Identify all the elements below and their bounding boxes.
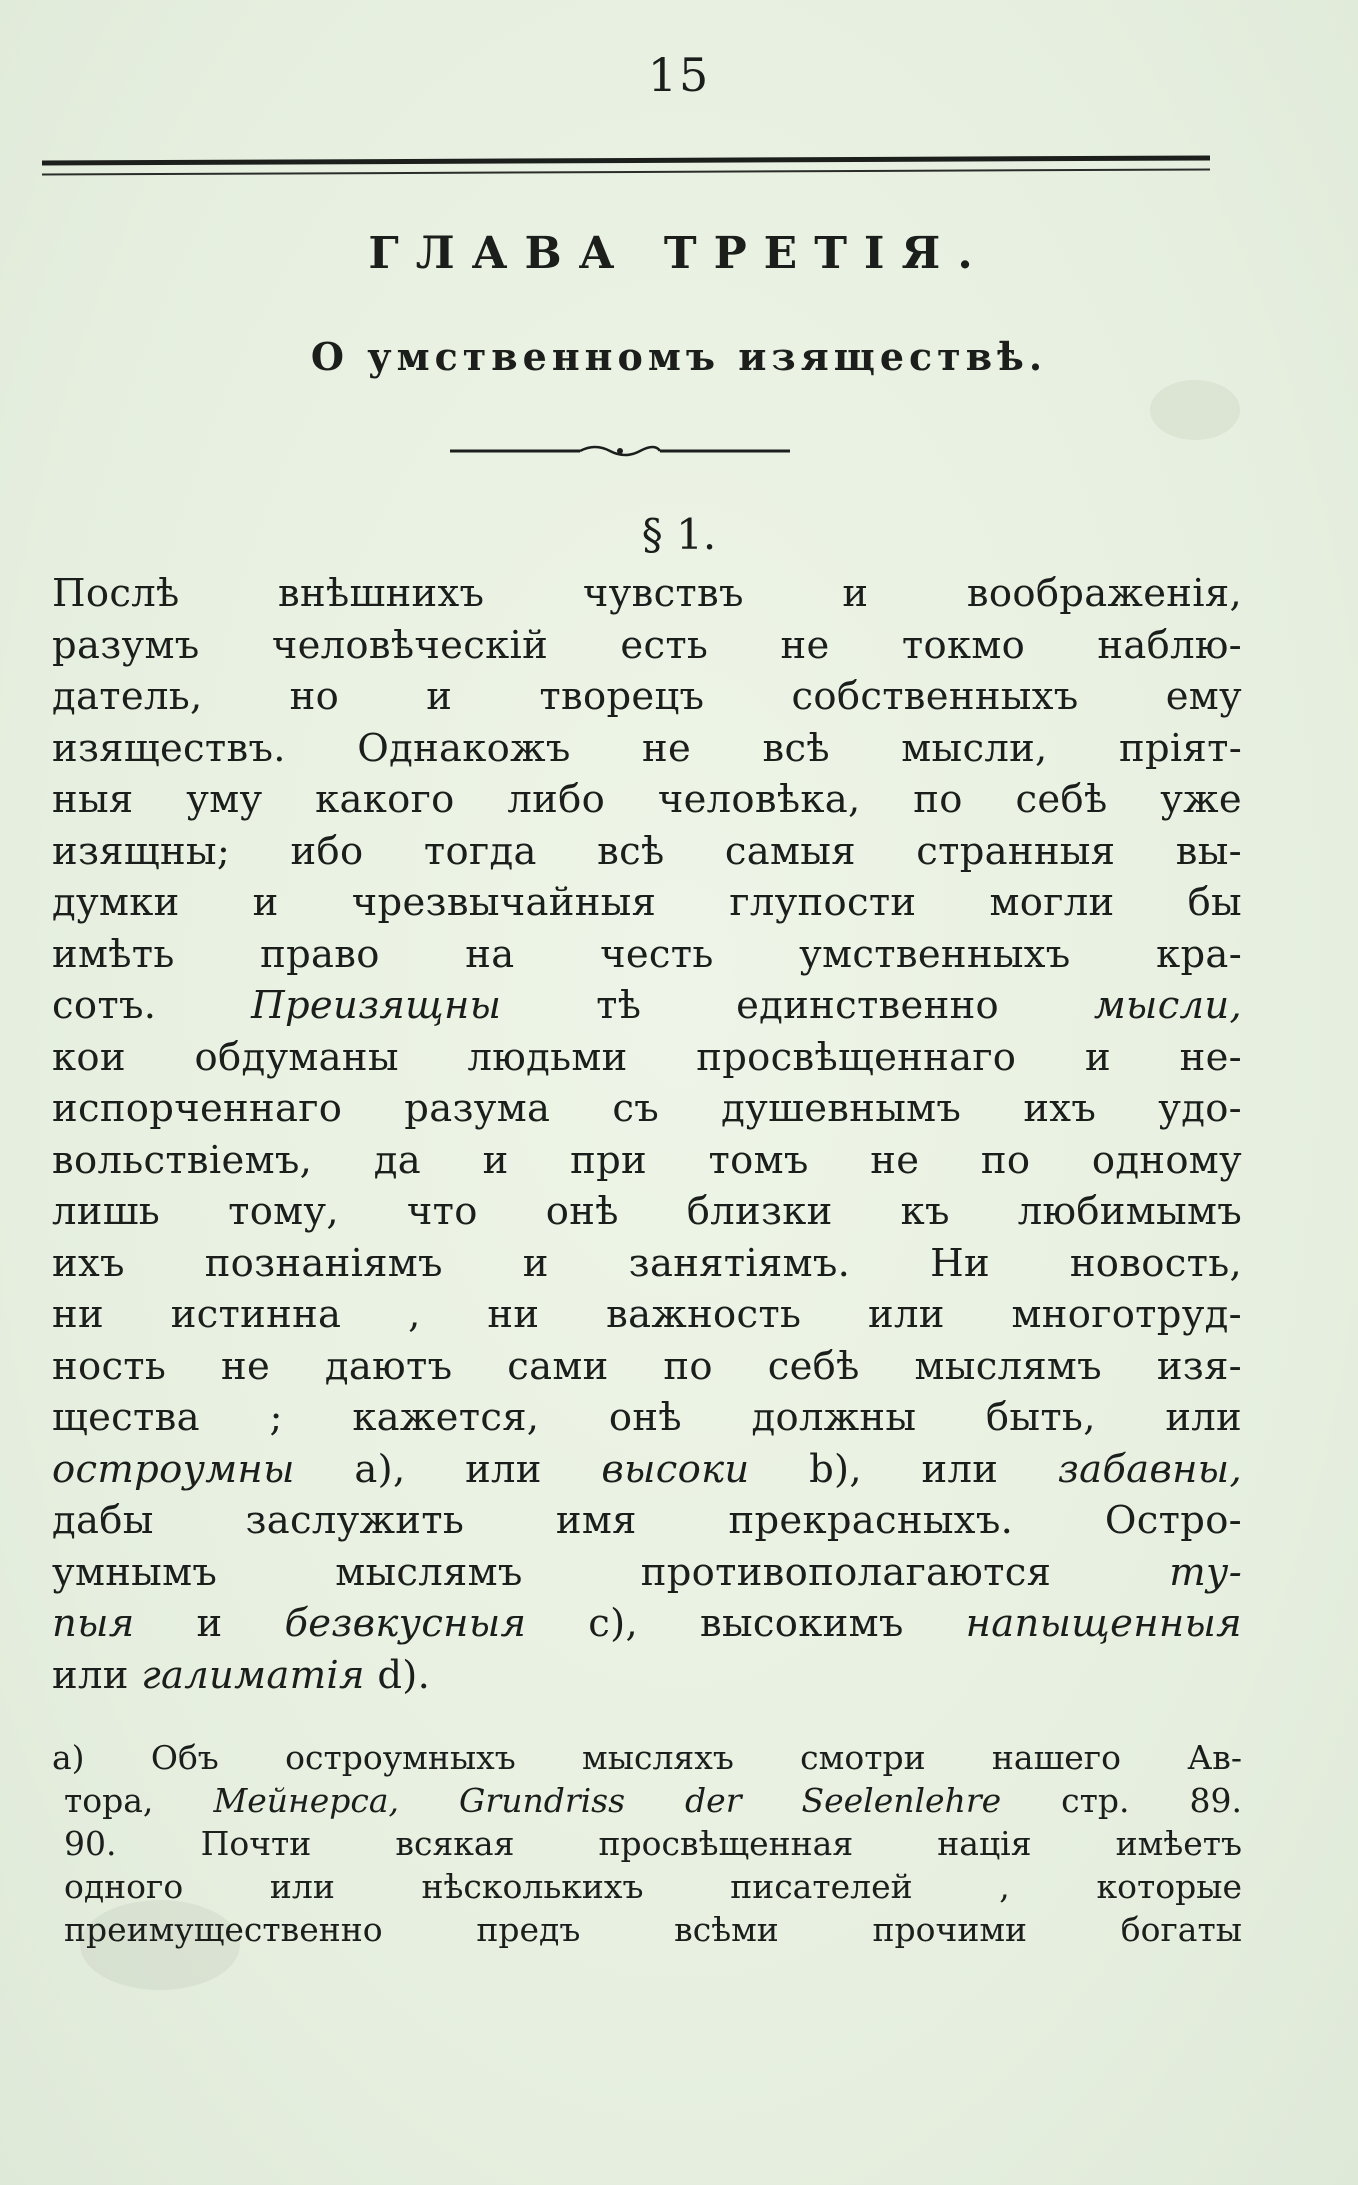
text-run: изящны; ибо тогда всѣ самыя странныя вы- <box>52 828 1242 874</box>
text-line <box>52 1865 1242 1908</box>
text-run: сотъ. <box>52 983 252 1028</box>
text-line <box>52 1547 1242 1599</box>
text-line <box>52 1032 1242 1084</box>
text-line <box>52 929 1242 981</box>
text-line <box>52 980 1242 1032</box>
text-line <box>52 1598 1242 1650</box>
section-number: § 1. <box>641 510 717 559</box>
text-line <box>52 774 1242 826</box>
italic-text: остроумны <box>52 1446 295 1492</box>
text-run: стр. 89. <box>1001 1781 1242 1820</box>
text-run: имѣть право на честь умственныхъ кра- <box>52 931 1242 977</box>
text-run: c), высокимъ <box>526 1601 966 1646</box>
italic-text: высоки <box>601 1446 750 1492</box>
text-line <box>52 568 1242 620</box>
page-number: 15 <box>647 48 711 102</box>
text-line <box>52 620 1242 672</box>
text-line <box>52 1444 1242 1496</box>
text-line <box>52 1238 1242 1290</box>
text-run: ность не даютъ сами по себѣ мыслямъ изя- <box>52 1343 1242 1389</box>
text-run: испорченнаго разума съ душевнымъ ихъ удо- <box>52 1086 1242 1131</box>
text-run: ныя уму какого либо человѣка, по себѣ уже <box>52 777 1242 822</box>
text-run: кои обдуманы людьми просвѣщеннаго и не- <box>52 1034 1242 1080</box>
text-run: Послѣ внѣшнихъ чувствъ и воображенія, <box>52 571 1242 616</box>
text-line <box>52 1135 1242 1187</box>
header-rule-thick <box>42 155 1210 165</box>
text-line <box>52 1495 1242 1547</box>
italic-text: пыя <box>52 1601 135 1646</box>
text-line <box>52 1822 1242 1865</box>
text-line <box>52 1736 1242 1779</box>
text-run: вольствіемъ, да и при томъ не по одному <box>52 1137 1242 1183</box>
text-line <box>52 1650 1242 1702</box>
italic-text: ту- <box>1169 1549 1242 1595</box>
text-line <box>52 1186 1242 1238</box>
text-line <box>52 1779 1242 1822</box>
text-run: умнымъ мыслямъ противополагаются <box>52 1549 1170 1595</box>
text-line <box>52 877 1242 929</box>
paper-stain <box>1150 380 1240 440</box>
text-run: a), или <box>294 1446 602 1492</box>
text-run: d). <box>364 1652 431 1698</box>
text-run: тора, <box>64 1781 214 1820</box>
italic-text: мысли, <box>1093 983 1242 1028</box>
chapter-subtitle: О умственномъ изяществѣ. <box>310 334 1048 379</box>
text-run: одного или нѣсколькихъ писателей , которые <box>64 1867 1242 1906</box>
text-line <box>52 1289 1242 1341</box>
text-line <box>52 1908 1242 1951</box>
ornament-divider <box>450 440 790 462</box>
text-run: ихъ познаніямъ и занятіямъ. Ни новость, <box>52 1240 1242 1286</box>
text-run: тѣ единственно <box>501 983 1094 1028</box>
text-run: или <box>52 1652 142 1698</box>
text-run: датель, но и творецъ собственныхъ ему <box>52 674 1242 719</box>
italic-text: безвкусныя <box>284 1601 527 1646</box>
italic-text: Преизящны <box>251 983 502 1028</box>
text-line <box>52 1083 1242 1135</box>
text-run: преимущественно предъ всѣми прочими богаты <box>64 1910 1242 1949</box>
chapter-title: ГЛАВА ТРЕТІЯ. <box>368 228 990 279</box>
italic-text: забавны, <box>1057 1446 1242 1492</box>
text-line <box>52 826 1242 878</box>
text-line <box>52 1341 1242 1393</box>
text-run: думки и чрезвычайныя глупости могли бы <box>52 880 1242 925</box>
text-run: разумъ человѣческій есть не токмо наблю- <box>52 622 1242 668</box>
text-run: лишь тому, что онѣ близки къ любимымъ <box>52 1189 1242 1234</box>
text-line <box>52 671 1242 723</box>
text-run: изяществъ. Однакожъ не всѣ мысли, пріят- <box>52 725 1242 771</box>
text-line <box>52 723 1242 775</box>
italic-text: Мейнерса, Grundriss der Seelenlehre <box>213 1781 1002 1820</box>
text-run: щества ; кажется, онѣ должны быть, или <box>52 1395 1242 1440</box>
text-run: b), или <box>749 1446 1058 1492</box>
italic-text: напыщенныя <box>965 1601 1242 1646</box>
header-rule-thin <box>42 168 1210 175</box>
text-line <box>52 1392 1242 1444</box>
text-run: ни истинна , ни важность или многотруд- <box>52 1292 1242 1337</box>
text-run: и <box>134 1601 285 1646</box>
text-run: 90. Почти всякая просвѣщенная нація имѣетъ <box>64 1824 1242 1863</box>
text-run: a) Объ остроумныхъ мысляхъ смотри нашего Ав- <box>52 1738 1242 1777</box>
footnotes <box>52 1736 1242 1951</box>
text-run: дабы заслужить имя прекрасныхъ. Остро- <box>52 1498 1242 1543</box>
italic-text: галиматія <box>141 1652 365 1698</box>
main-paragraph <box>52 568 1242 1701</box>
